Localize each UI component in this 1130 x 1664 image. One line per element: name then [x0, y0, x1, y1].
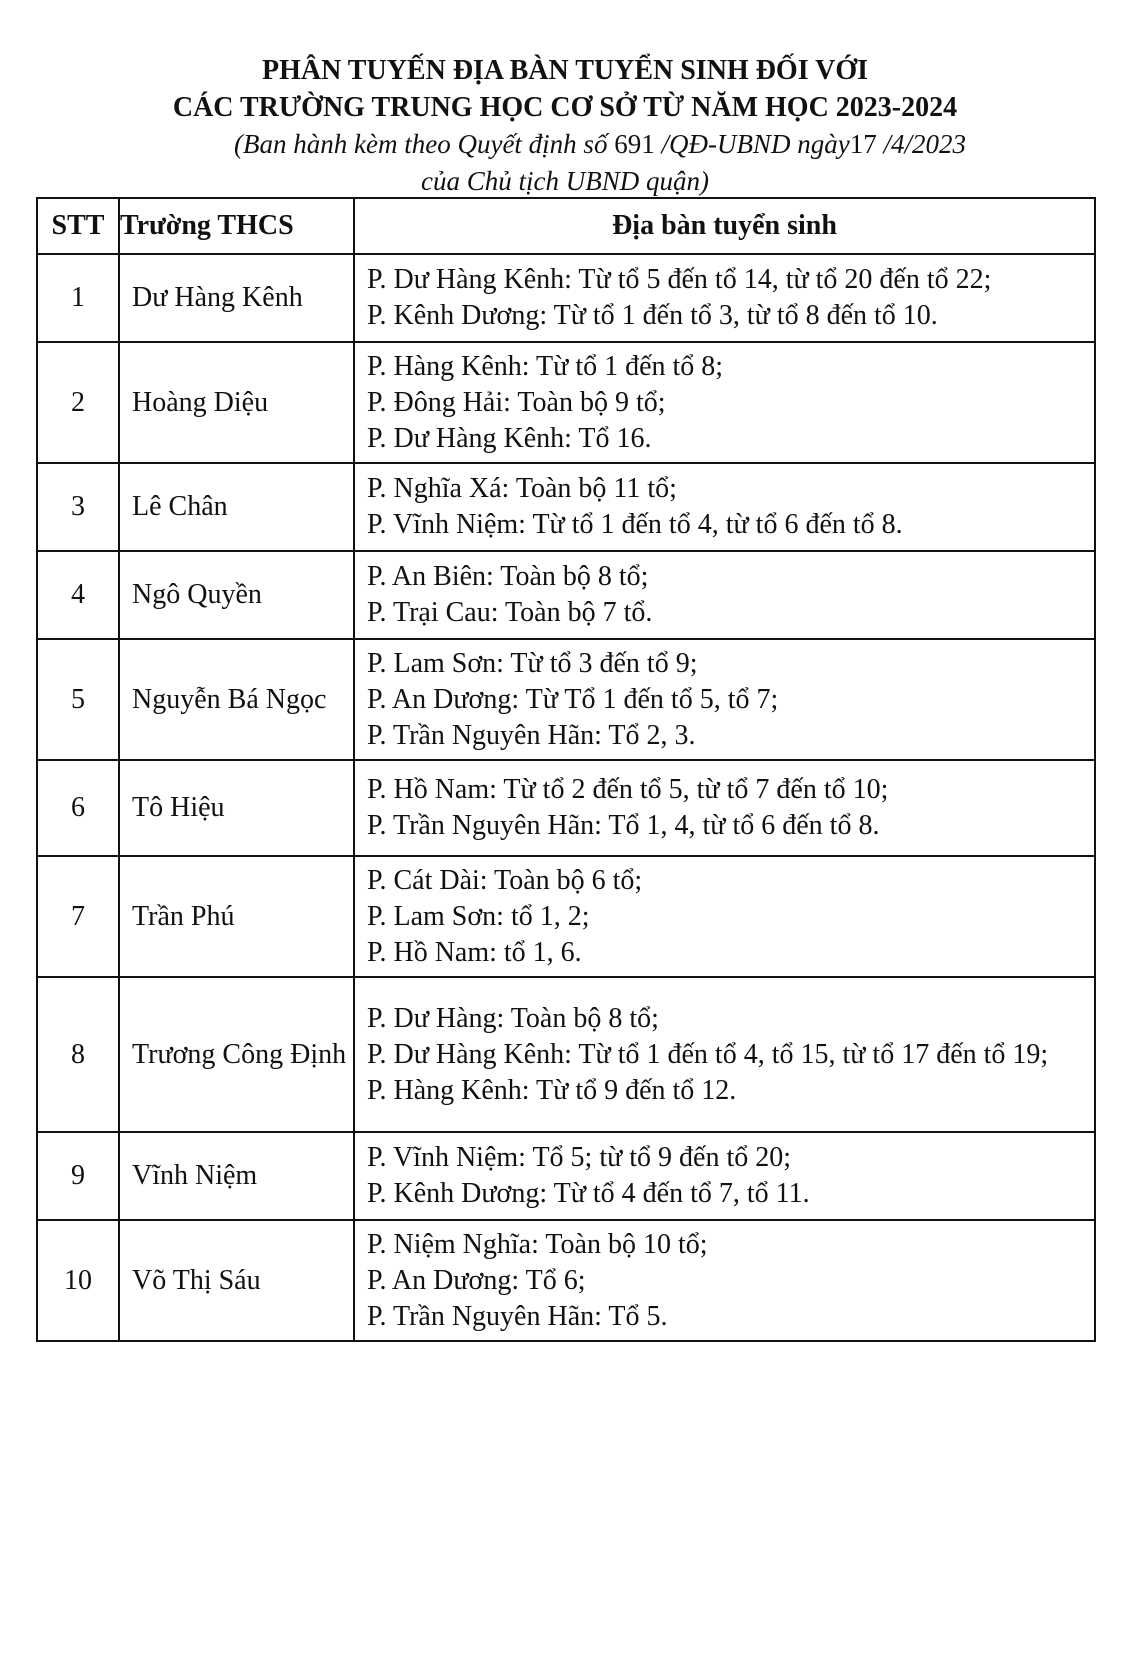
subtitle-part-3: /4/2023 [876, 129, 966, 159]
row-enrollment-area [354, 551, 1095, 639]
table-body [37, 254, 1095, 1341]
area-line: P. Dư Hàng Kênh: Tổ 16. [367, 422, 652, 454]
subtitle-part-1: (Ban hành kèm theo Quyết định số [234, 129, 615, 159]
row-enrollment-area [354, 639, 1095, 760]
column-header-area: Địa bàn tuyển sinh [354, 198, 1095, 254]
area-line: P. Kênh Dương: Từ tổ 4 đến tổ 7, tổ 11. [367, 1178, 810, 1209]
table-row [37, 342, 1095, 463]
row-stt: 6 [37, 760, 119, 856]
table-header-row [37, 198, 1095, 254]
row-stt: 8 [37, 977, 119, 1132]
area-line: P. Kênh Dương: Từ tổ 1 đến tổ 3, từ tổ 8 đến tổ 10. [367, 300, 938, 331]
area-line: P. Dư Hàng Kênh: Từ tổ 5 đến tổ 14, từ tổ 20 đến tổ 22; [367, 264, 992, 295]
area-line: P. Niệm Nghĩa: Toàn bộ 10 tổ; [367, 1228, 708, 1260]
area-line: P. Dư Hàng Kênh: Từ tổ 1 đến tổ 4, tổ 15, từ tổ 17 đến tổ 19; [367, 1038, 1049, 1070]
row-enrollment-area [354, 977, 1095, 1132]
row-school-name: Tô Hiệu [119, 760, 354, 856]
row-stt: 3 [37, 463, 119, 551]
row-enrollment-area [354, 760, 1095, 856]
area-line: P. Vĩnh Niệm: Tổ 5; từ tổ 9 đến tổ 20; [367, 1142, 792, 1173]
row-enrollment-area [354, 1220, 1095, 1341]
row-enrollment-area [354, 254, 1095, 342]
table-row [37, 856, 1095, 977]
area-line: P. Trần Nguyên Hãn: Tổ 1, 4, từ tổ 6 đến tổ 8. [367, 810, 880, 841]
area-line: P. Trần Nguyên Hãn: Tổ 2, 3. [367, 719, 696, 751]
decision-day: 17 [849, 129, 877, 159]
table-row [37, 760, 1095, 856]
row-school-name: Lê Chân [119, 463, 354, 551]
area-line: P. Dư Hàng: Toàn bộ 8 tổ; [367, 1002, 659, 1034]
subtitle-line-1 [0, 126, 1130, 163]
area-line: P. Lam Sơn: Từ tổ 3 đến tổ 9; [367, 647, 698, 679]
column-header-stt: STT [37, 198, 119, 254]
row-school-name: Võ Thị Sáu [119, 1220, 354, 1341]
row-school-name: Hoàng Diệu [119, 342, 354, 463]
row-stt: 9 [37, 1132, 119, 1220]
table-row [37, 1132, 1095, 1220]
area-line: P. An Biên: Toàn bộ 8 tổ; [367, 561, 649, 592]
document-header [0, 52, 1130, 200]
table-row [37, 639, 1095, 760]
area-line: P. Hàng Kênh: Từ tổ 9 đến tổ 12. [367, 1074, 737, 1106]
area-line: P. Lam Sơn: tổ 1, 2; [367, 900, 590, 932]
area-line: P. Nghĩa Xá: Toàn bộ 11 tổ; [367, 473, 677, 504]
row-enrollment-area [354, 342, 1095, 463]
subtitle-line-2: của Chủ tịch UBND quận) [421, 166, 709, 196]
row-school-name: Nguyễn Bá Ngọc [119, 639, 354, 760]
row-enrollment-area [354, 1132, 1095, 1220]
row-stt: 1 [37, 254, 119, 342]
area-line: P. Trần Nguyên Hãn: Tổ 5. [367, 1300, 668, 1332]
row-stt: 4 [37, 551, 119, 639]
area-line: P. Vĩnh Niệm: Từ tổ 1 đến tổ 4, từ tổ 6 đến tổ 8. [367, 509, 903, 540]
decision-number: 691 [614, 129, 655, 159]
area-line: P. Hồ Nam: tổ 1, 6. [367, 936, 582, 968]
row-stt: 2 [37, 342, 119, 463]
title-line-1: PHÂN TUYẾN ĐỊA BÀN TUYỂN SINH ĐỐI VỚI [261, 55, 868, 86]
row-enrollment-area [354, 856, 1095, 977]
table-row [37, 463, 1095, 551]
area-line: P. Hồ Nam: Từ tổ 2 đến tổ 5, từ tổ 7 đến tổ 10; [367, 774, 889, 805]
row-school-name: Trần Phú [119, 856, 354, 977]
table-row [37, 1220, 1095, 1341]
row-school-name: Ngô Quyền [119, 551, 354, 639]
table-row [37, 254, 1095, 342]
row-enrollment-area [354, 463, 1095, 551]
area-line: P. An Dương: Từ Tổ 1 đến tổ 5, tổ 7; [367, 683, 779, 715]
area-line: P. Đông Hải: Toàn bộ 9 tổ; [367, 386, 666, 418]
row-school-name: Vĩnh Niệm [119, 1132, 354, 1220]
row-stt: 5 [37, 639, 119, 760]
enrollment-table [36, 197, 1096, 1342]
area-line: P. Trại Cau: Toàn bộ 7 tổ. [367, 597, 653, 628]
row-school-name: Dư Hàng Kênh [119, 254, 354, 342]
area-line: P. Cát Dài: Toàn bộ 6 tổ; [367, 864, 643, 896]
area-line: P. Hàng Kênh: Từ tổ 1 đến tổ 8; [367, 350, 724, 382]
row-stt: 7 [37, 856, 119, 977]
subtitle-part-2: /QĐ-UBND ngày [654, 129, 850, 159]
table-row [37, 551, 1095, 639]
row-stt: 10 [37, 1220, 119, 1341]
column-header-school: Trường THCS [119, 198, 354, 254]
area-line: P. An Dương: Tổ 6; [367, 1264, 586, 1296]
row-school-name: Trương Công Định [119, 977, 354, 1132]
table-row [37, 977, 1095, 1132]
title-line-2: CÁC TRƯỜNG TRUNG HỌC CƠ SỞ TỪ NĂM HỌC 2023-2024 [172, 92, 958, 123]
